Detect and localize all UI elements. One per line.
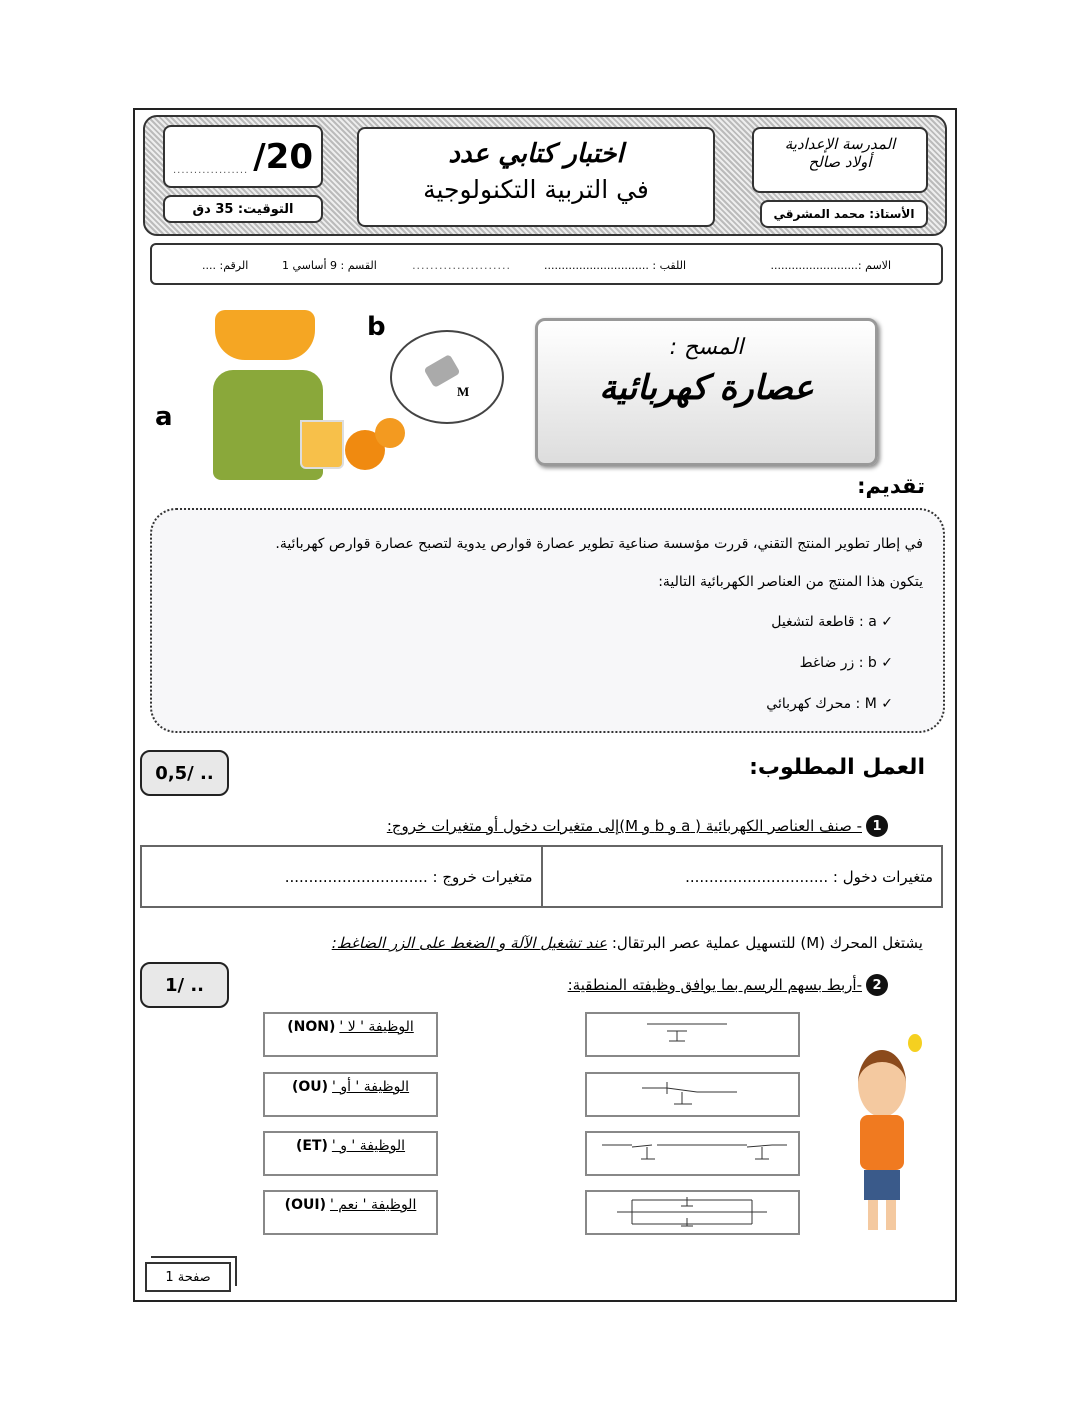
number-field[interactable]: الرقم: .... (202, 259, 249, 272)
subject-title: عصارة كهربائية (599, 368, 814, 408)
diagram-no-contact[interactable] (585, 1072, 800, 1117)
school-town: أولاد صالح (808, 153, 872, 171)
score-q2: 1/ .. (140, 962, 229, 1008)
diagram-series[interactable] (585, 1131, 800, 1176)
components-intro: يتكون هذا المنتج من العناصر الكهربائية التالية: (658, 574, 923, 590)
school-box (752, 127, 928, 193)
score-total: /20 (253, 137, 313, 177)
boy-shorts (864, 1170, 900, 1200)
boy-illustration (840, 1030, 935, 1235)
boy-head (858, 1050, 906, 1117)
work-heading: العمل المطلوب: (749, 755, 925, 780)
q1-text: - صنف العناصر الكهربائية ( a و b و M)إلى متغيرات دخول أو متغيرات خروج: (386, 817, 862, 835)
juicer-top (215, 310, 315, 360)
component-a: a : قاطعة لتشغيل (771, 614, 877, 630)
class-field: القسم : 9 أساسي 1 (282, 259, 377, 272)
intro-heading: تقديم: (857, 474, 925, 498)
q1-number-icon: 1 (866, 815, 888, 837)
page-number: صفحة 1 (145, 1262, 231, 1292)
function-ou[interactable] (263, 1072, 438, 1117)
exam-subject: في التربية التكنولوجية (423, 175, 649, 204)
motor-callout (390, 330, 504, 424)
orange (375, 418, 405, 448)
function-ar: الوظيفة ' لا ' (339, 1019, 414, 1035)
boy-leg (868, 1200, 878, 1230)
name-field[interactable]: الاسم :......................... (770, 259, 891, 272)
classification-table (140, 845, 943, 908)
function-oui[interactable] (263, 1190, 438, 1235)
label-b: b (367, 312, 386, 342)
student-info-row (150, 243, 943, 285)
q2-text: -أربط بسهم الرسم بما يوافق وظيفته المنطقية: (567, 976, 862, 994)
surname-blank: ...................... (412, 259, 511, 272)
label-m: M (457, 384, 470, 399)
question-2 (568, 974, 888, 996)
function-non[interactable] (263, 1012, 438, 1057)
function-fr: (OUI) (284, 1197, 326, 1213)
diagram-parallel[interactable] (585, 1190, 800, 1235)
juicer-figure (155, 290, 515, 495)
surname-field[interactable]: اللقب : .............................. (543, 259, 686, 272)
intro-box (150, 508, 945, 733)
component-item: ✓ M : محرك كهربائي (766, 696, 893, 712)
component-m: M : محرك كهربائي (766, 696, 877, 712)
inputs-cell[interactable]: متغيرات دخول : .............................. (541, 847, 942, 906)
boy-leg (886, 1200, 896, 1230)
circuit-diagram-icon (587, 1014, 798, 1055)
function-fr: (ET) (295, 1138, 328, 1154)
function-ar: الوظيفة ' أو ' (332, 1079, 410, 1095)
exam-title: اختبار كتابي عدد (448, 139, 624, 169)
motor-icon (424, 354, 461, 388)
timing: التوقيت: 35 دق (163, 195, 323, 223)
question-1 (387, 815, 888, 837)
outputs-cell[interactable]: متغيرات خروج : .............................. (284, 867, 533, 886)
statement-text: يشتغل المحرك (M) للتسهيل عملية عصر البرتقال: (611, 934, 923, 952)
function-fr: (NON) (287, 1019, 336, 1035)
score-blank: .................. (173, 165, 249, 176)
component-item: ✓ b : زر ضاغط (799, 655, 893, 671)
subject-box (535, 318, 878, 466)
function-ar: الوظيفة ' نعم ' (329, 1197, 417, 1213)
statement (332, 934, 923, 952)
title-box (357, 127, 715, 227)
subject-label: المسح : (669, 335, 744, 360)
boy-shirt (860, 1115, 904, 1170)
juice-glass (300, 420, 344, 469)
school-name: المدرسة الإعدادية (784, 135, 896, 153)
circuit-diagram-icon (587, 1074, 798, 1115)
function-fr: (OU) (291, 1079, 329, 1095)
component-b: b : زر ضاغط (799, 655, 877, 671)
score-box (163, 125, 323, 188)
function-ar: الوظيفة ' و ' (331, 1138, 406, 1154)
circuit-diagram-icon (587, 1133, 798, 1174)
score-q1: 0,5/ .. (140, 750, 229, 796)
intro-paragraph: في إطار تطوير المنتج التقني، قررت مؤسسة صناعية تطوير عصارة قوارص يدوية لتصبح عصارة قوارص كهربائية. (275, 536, 923, 552)
lightbulb-icon (908, 1034, 922, 1052)
label-a: a (155, 402, 173, 432)
circuit-diagram-icon (587, 1192, 798, 1233)
statement-condition: عند تشغيل الآلة و الضغط على الزر الضاغط: (331, 934, 608, 952)
diagram-nc-contact[interactable] (585, 1012, 800, 1057)
teacher: الأستاذ: محمد المشرقي (760, 200, 928, 228)
q2-number-icon: 2 (866, 974, 888, 996)
component-item: ✓ a : قاطعة لتشغيل (771, 614, 893, 630)
function-et[interactable] (263, 1131, 438, 1176)
